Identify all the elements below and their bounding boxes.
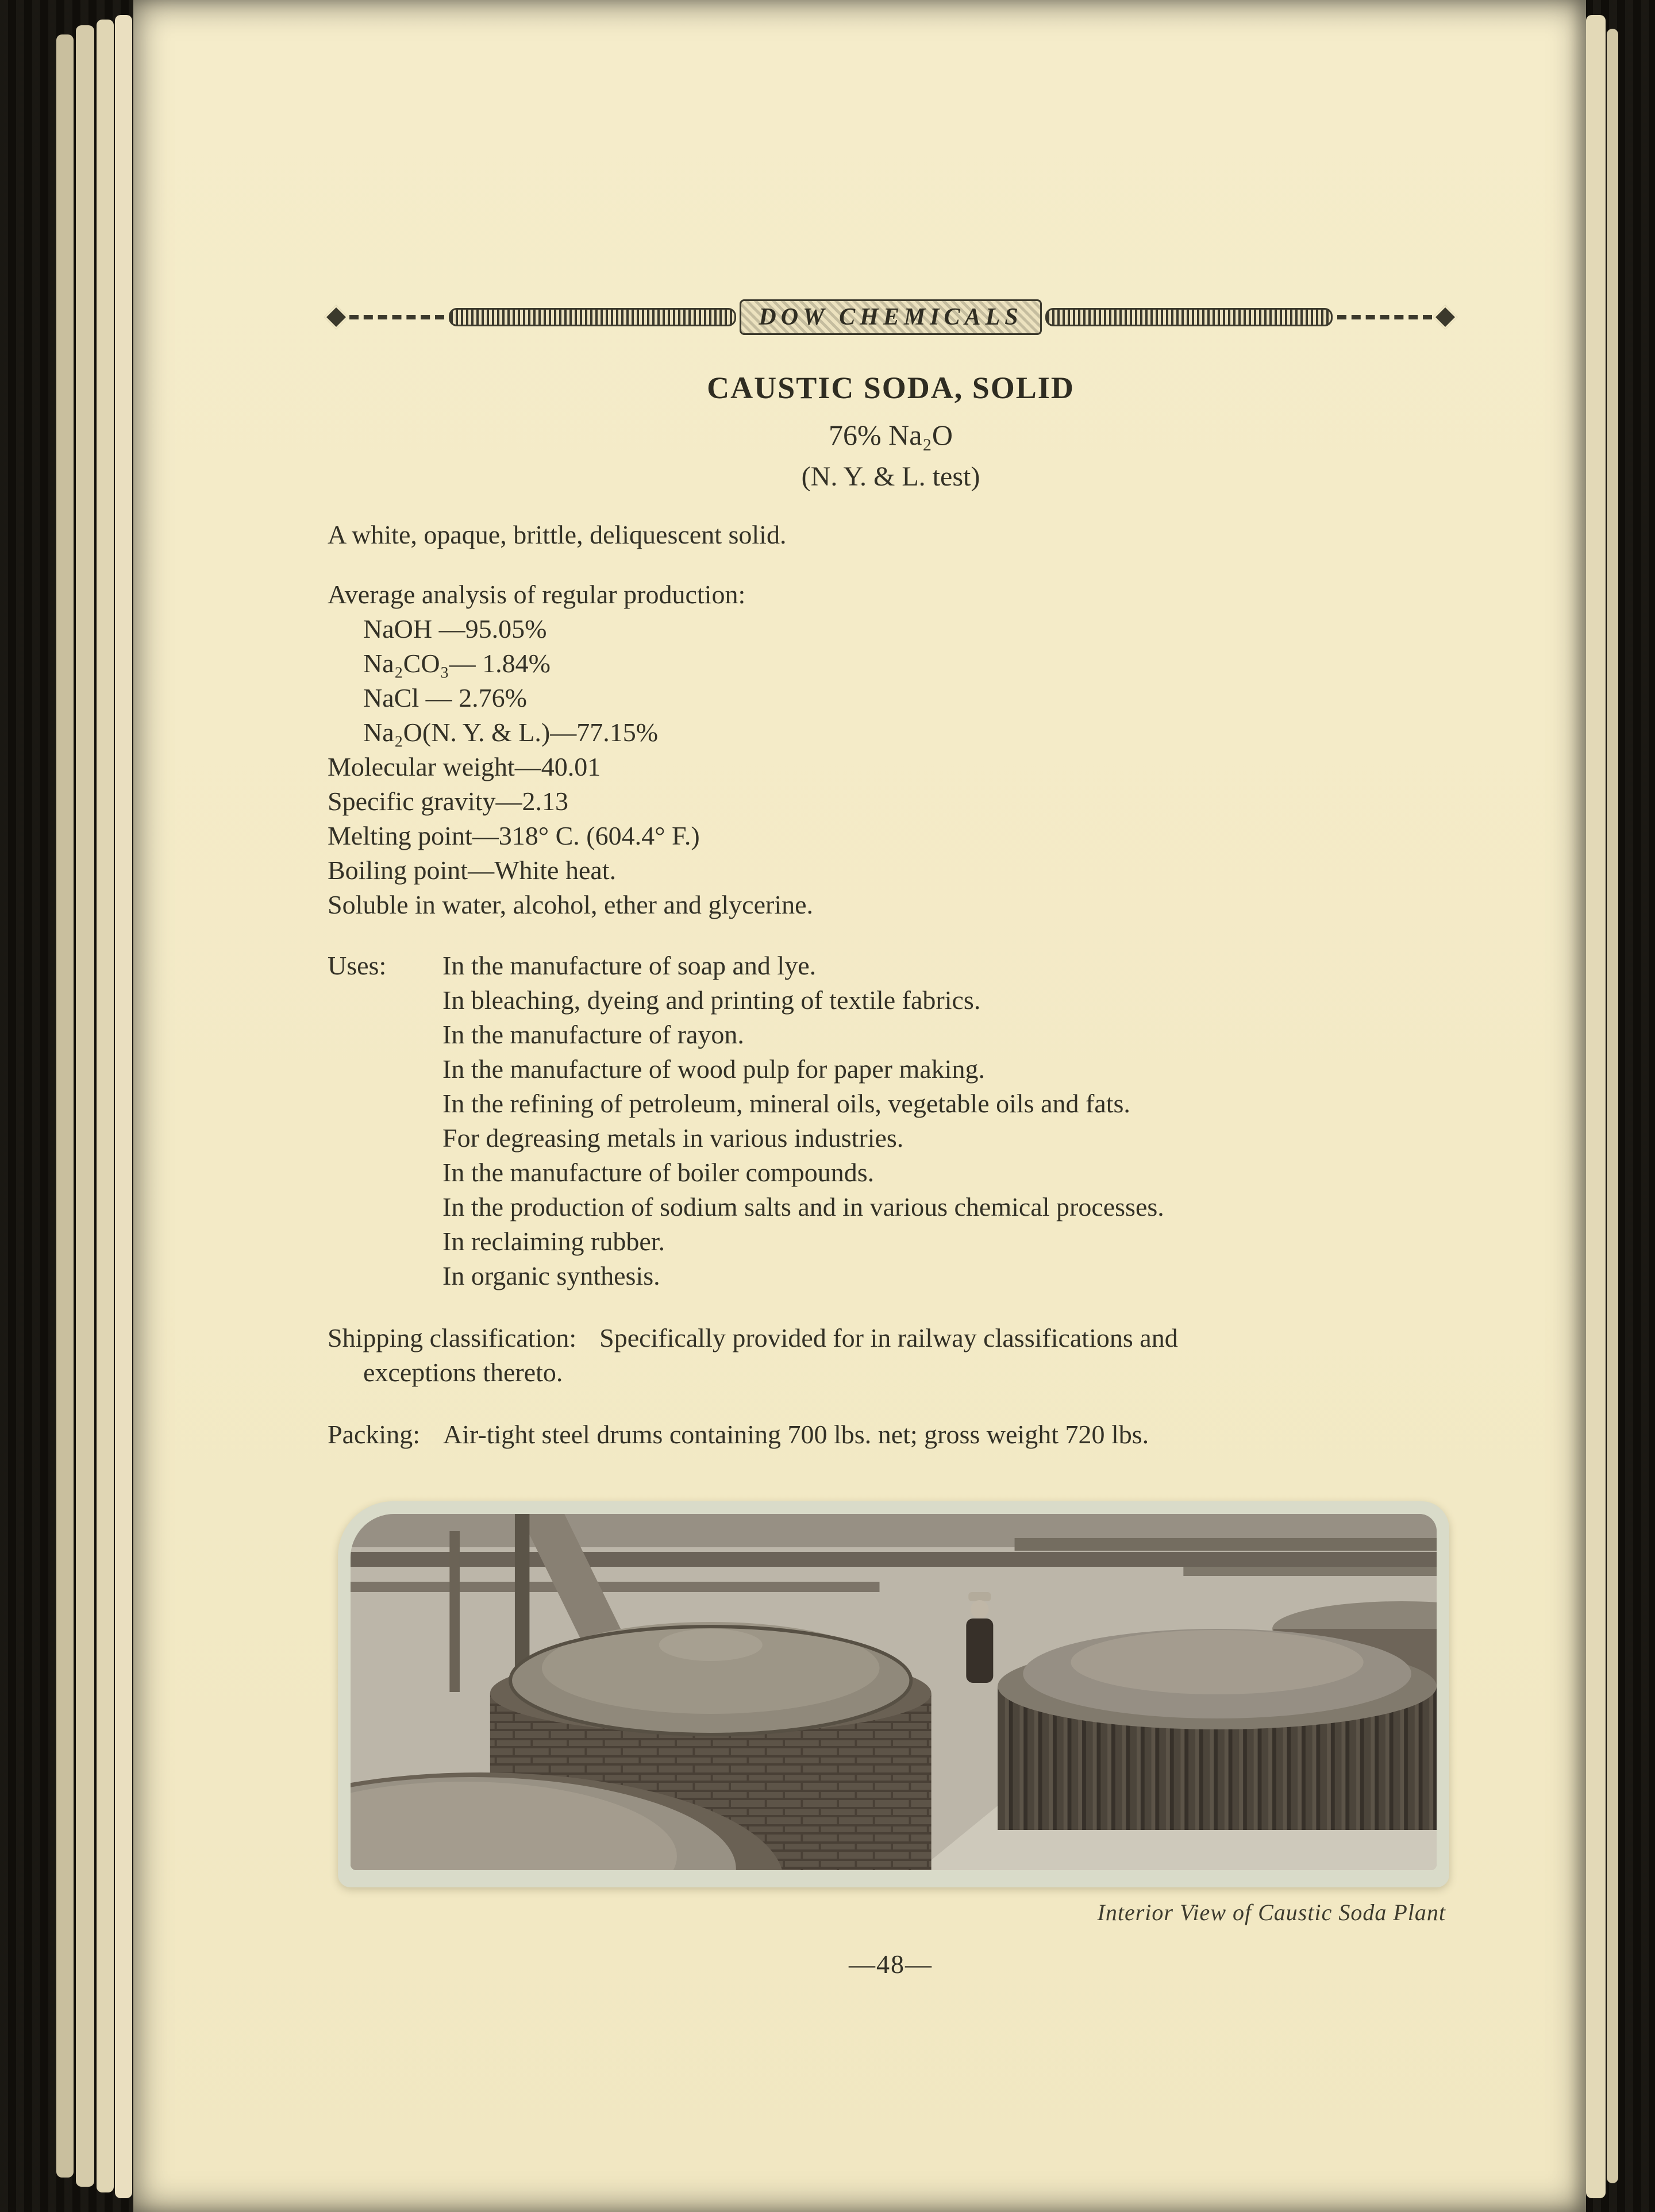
banner-dash-rule (349, 315, 444, 319)
page-title: CAUSTIC SODA, SOLID (707, 371, 1075, 405)
packing-text: Air-tight steel drums containing 700 lbs. net; gross weight 720 lbs. (442, 1420, 1149, 1449)
analysis-section (328, 577, 1454, 922)
analysis-item: NaCl — 2.76% (363, 683, 527, 712)
plant-photo (351, 1514, 1437, 1870)
use-item: In the manufacture of wood pulp for paper making. (442, 1054, 985, 1084)
ornamental-banner (328, 301, 1454, 333)
property-line: Molecular weight—40.01 (328, 752, 601, 781)
banner-end-icon (324, 305, 348, 329)
analysis-item: NaOH —95.05% (363, 614, 547, 643)
analysis-heading: Average analysis of regular production: (328, 580, 746, 609)
packing-label: Packing: (328, 1420, 420, 1449)
use-item: In the manufacture of soap and lye. (442, 951, 817, 980)
property-line: Soluble in water, alcohol, ether and glycerine. (328, 890, 814, 919)
use-item: For degreasing metals in various industries. (442, 1123, 904, 1153)
page-edge (97, 20, 114, 2192)
catalog-page (133, 0, 1586, 2212)
analysis-item: Na₂CO₃— 1.84% (363, 649, 551, 678)
shipping-section (328, 1321, 1454, 1390)
intro-paragraph: A white, opaque, brittle, deliquescent solid. (328, 520, 787, 549)
uses-section (328, 949, 1454, 1293)
page-edge (1607, 29, 1618, 2183)
page-edge (76, 25, 94, 2187)
banner-end-icon (1433, 305, 1457, 329)
banner-hatch-bar (449, 308, 736, 326)
plant-photo-illustration (351, 1514, 1437, 1870)
brand-banner-text: DOW CHEMICALS (740, 299, 1041, 335)
page-edge (1586, 15, 1606, 2198)
plant-photo-figure (338, 1501, 1449, 1926)
property-line: Specific gravity—2.13 (328, 787, 569, 816)
shipping-label: Shipping classification: (328, 1323, 577, 1352)
use-item: In the refining of petroleum, mineral oils, vegetable oils and fats. (442, 1089, 1130, 1118)
test-note: (N. Y. & L. test) (801, 461, 980, 492)
banner-hatch-bar (1045, 308, 1333, 326)
use-item: In reclaiming rubber. (442, 1227, 665, 1256)
use-item: In bleaching, dyeing and printing of textile fabrics. (442, 985, 981, 1015)
use-item: In the manufacture of rayon. (442, 1020, 744, 1049)
use-item: In the production of sodium salts and in various chemical processes. (442, 1192, 1164, 1221)
packing-section (328, 1417, 1454, 1452)
photo-caption: Interior View of Caustic Soda Plant (1097, 1899, 1446, 1925)
page-number: —48— (849, 1949, 933, 1979)
use-item: In the manufacture of boiler compounds. (442, 1158, 875, 1187)
analysis-item: Na₂O(N. Y. & L.)—77.15% (363, 718, 659, 747)
uses-label: Uses: (328, 951, 387, 980)
property-line: Boiling point—White heat. (328, 855, 617, 885)
shipping-text-2: exceptions thereto. (363, 1358, 563, 1387)
page-edge (56, 34, 74, 2178)
banner-dash-rule (1337, 315, 1432, 319)
chemical-formula: 76% Na₂O (829, 419, 953, 451)
property-line: Melting point—318° C. (604.4° F.) (328, 821, 700, 850)
page-edge (115, 15, 132, 2198)
photo-mat (338, 1501, 1449, 1887)
shipping-text: Specifically provided for in railway classifications and (599, 1323, 1178, 1352)
use-item: In organic synthesis. (442, 1261, 660, 1290)
